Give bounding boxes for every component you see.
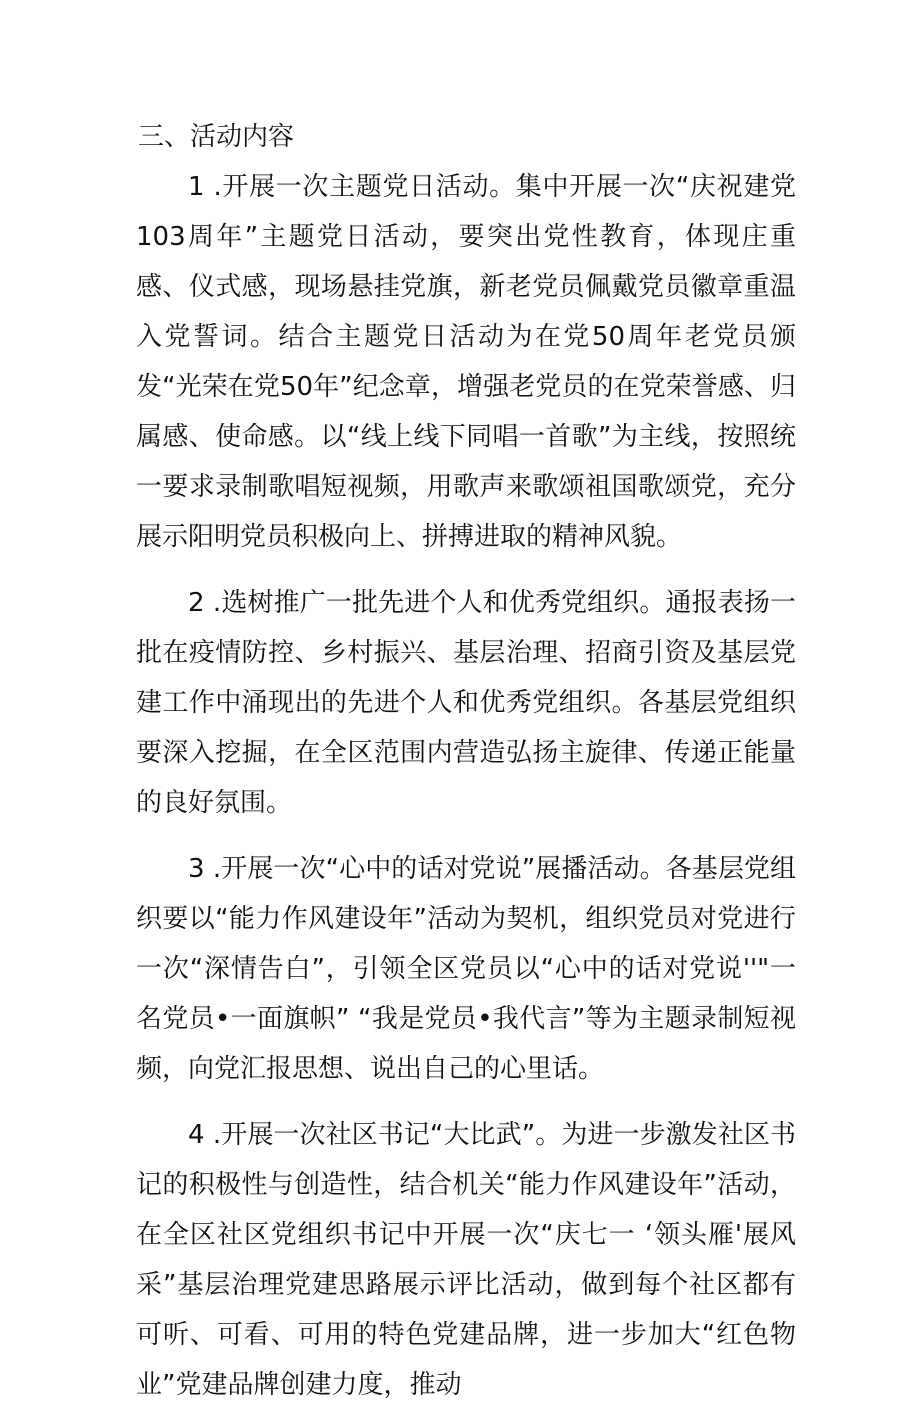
paragraph-3: 3 .开展一次“心中的话对党说”展播活动。各基层党组织要以“能力作风建设年”活动为契机，组织党员对党进行一次“深情告白”，引领全区党员以“心中的话对党说''"一名党员•一面旗帜” “我是党员•我代言”等为主题录制短视频，向党汇报思想、说出自己的心里话。	[136, 854, 796, 1084]
paragraph-4: 4 .开展一次社区书记“大比武”。为进一步激发社区书记的积极性与创造性，结合机关“能力作风建设年”活动，在全区社区党组织书记中开展一次“庆七一 ‘领头雁'展风采”基层治理党建思路展示评比活动，做到每个社区都有可听、可看、可用的特色党建品牌，进一步加大“红色物业”党建品牌创建力度，推动	[136, 1120, 796, 1400]
paragraph-2: 2 .选树推广一批先进个人和优秀党组织。通报表扬一批在疫情防控、乡村振兴、基层治理、招商引资及基层党建工作中涌现出的先进个人和优秀党组织。各基层党组织要深入挖掘，在全区范围内营造弘扬主旋律、传递正能量的良好氛围。	[136, 588, 796, 818]
paragraph-1: 1 .开展一次主题党日活动。集中开展一次“庆祝建党103周年”主题党日活动，要突出党性教育，体现庄重感、仪式感，现场悬挂党旗，新老党员佩戴党员徽章重温入党誓词。结合主题党日活动为在党50周年老党员颁发“光荣在党50年”纪念章，增强老党员的在党荣誉感、归属感、使命感。以“线上线下同唱一首歌”为主线，按照统一要求录制歌唱短视频，用歌声来歌颂祖国歌颂党，充分展示阳明党员积极向上、拼搏进取的精神风貌。	[136, 172, 796, 552]
section-heading: 三、活动内容	[138, 122, 295, 152]
document-body	[136, 112, 796, 1410]
